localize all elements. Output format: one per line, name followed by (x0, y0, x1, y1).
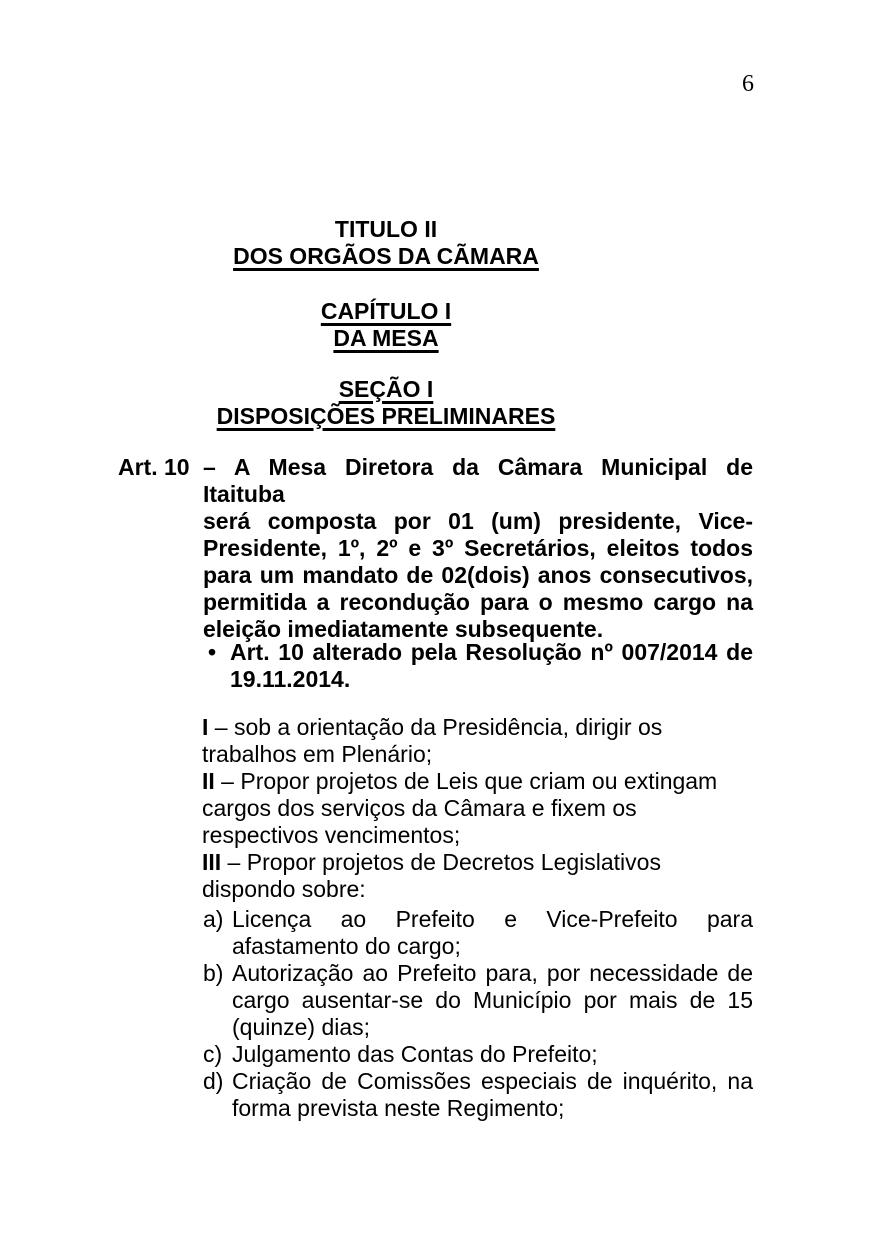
item-line: Julgamento das Contas do Prefeito; (232, 1041, 598, 1067)
item-line: Autorização ao Prefeito para, por necessidade de (232, 960, 753, 986)
clause-text: trabalhos em Plenário; (202, 741, 433, 767)
article-line: Presidente, 1º, 2º e 3º Secretários, eleitos todos (203, 535, 753, 561)
item-line: afastamento do cargo; (232, 933, 461, 959)
section-heading: CAPÍTULO I (320, 298, 452, 324)
clause-line (202, 768, 754, 795)
item-line: forma prevista neste Regimento; (232, 1095, 565, 1121)
section-heading: DOS ORGÃOS DA CÃMARA (233, 243, 539, 269)
clause-text: respectivos vencimentos; (202, 822, 461, 848)
clause-line (202, 714, 754, 741)
section-heading: SEÇÃO I (338, 376, 434, 402)
letter-items-list (203, 906, 753, 1122)
item-marker: d) (203, 1068, 224, 1094)
clause-numeral: I (202, 714, 209, 740)
article-line: permitida a recondução para o mesmo cargo na (203, 589, 753, 615)
item-line: (quinze) dias; (232, 1014, 371, 1040)
clause-numeral: III (202, 849, 222, 875)
article-paragraph (203, 454, 753, 643)
clause-text: cargos dos serviços da Câmara e fixem os (202, 795, 637, 821)
bullet-icon: • (208, 639, 217, 665)
item-content (232, 906, 753, 960)
amendment-line: 19.11.2014. (230, 666, 351, 692)
list-item (203, 906, 753, 960)
clause-numeral: II (202, 768, 215, 794)
section-heading: TITULO II (334, 216, 438, 242)
clause-line (202, 741, 754, 768)
list-item (203, 1041, 753, 1068)
item-content (232, 960, 753, 1041)
article-line: eleição imediatamente subsequente. (203, 616, 604, 642)
clause-line (202, 795, 754, 822)
headings-block (110, 216, 662, 430)
item-line: cargo ausentar-se do Município por mais de 15 (232, 987, 753, 1013)
item-content (232, 1041, 753, 1068)
amendment-text (230, 639, 753, 693)
item-marker: b) (203, 960, 224, 986)
section-heading: DISPOSIÇÕES PRELIMINARES (216, 403, 556, 429)
heading-group (110, 216, 662, 270)
article-line: para um mandato de 02(dois) anos consecutivos, (203, 562, 753, 588)
clause-line (202, 849, 754, 876)
list-item (203, 960, 753, 1041)
clause-line (202, 876, 754, 903)
clause-line (202, 822, 754, 849)
clause-text: – Propor projetos de Decretos Legislativos (221, 849, 661, 875)
clause-text: dispondo sobre: (202, 876, 366, 902)
clause-text: – sob a orientação da Presidência, dirigir os (208, 714, 663, 740)
list-item (203, 1068, 753, 1122)
heading-group (110, 298, 662, 352)
page-number: 6 (742, 71, 754, 97)
article-label: Art. 10 (118, 454, 190, 480)
item-content (232, 1068, 753, 1122)
item-line: Criação de Comissões especiais de inquérito, na (232, 1068, 753, 1094)
item-marker: a) (203, 906, 224, 932)
clauses-list (202, 714, 754, 903)
amendment-line: Art. 10 alterado pela Resolução nº 007/2014 de (230, 639, 753, 665)
section-heading: DA MESA (333, 325, 439, 351)
heading-group (110, 376, 662, 430)
amendment-note (208, 639, 753, 693)
item-marker: c) (203, 1041, 223, 1067)
item-line: Licença ao Prefeito e Vice-Prefeito para (232, 906, 753, 932)
article-line: – A Mesa Diretora da Câmara Municipal de Itaituba (203, 454, 753, 507)
article-line: será composta por 01 (um) presidente, Vice- (203, 508, 753, 534)
clause-text: – Propor projetos de Leis que criam ou extingam (214, 768, 718, 794)
